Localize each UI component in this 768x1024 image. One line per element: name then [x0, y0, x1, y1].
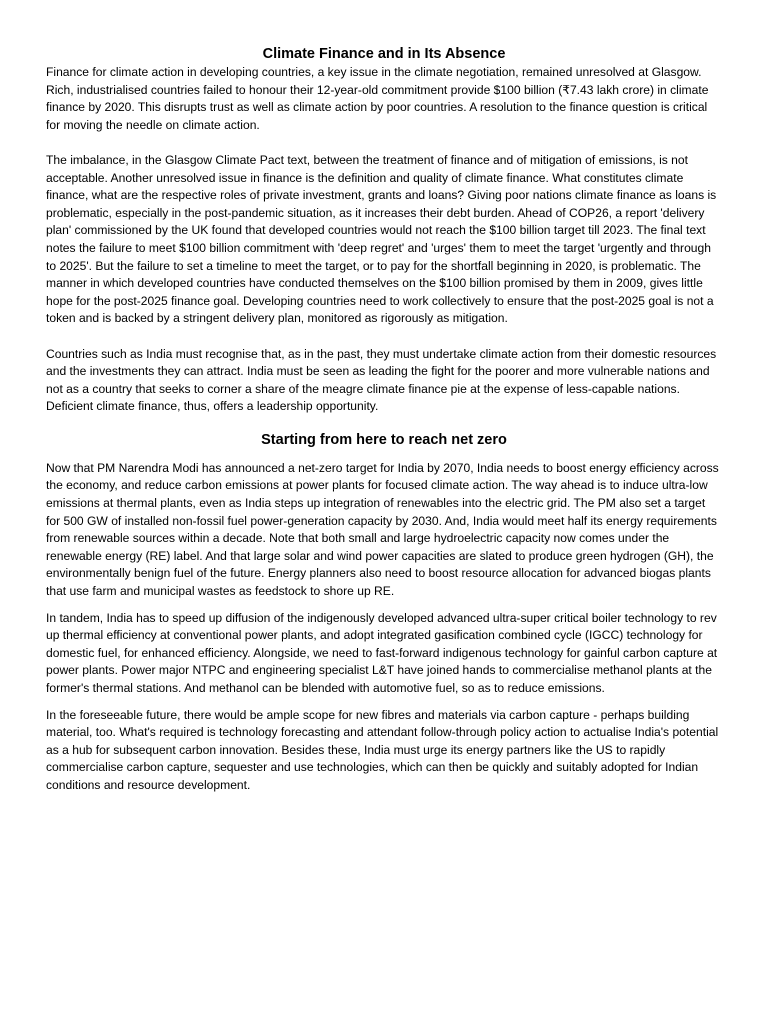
article-net-zero — [46, 430, 722, 795]
article-paragraph: Finance for climate action in developing countries, a key issue in the climate negotiation, remained unresolved at Glasgow. Rich, industrialised countries failed to honour their 12-year-old commitment provide $100 billion (₹7.43 lakh crore) in climate finance by 2020. This disrupts trust as well as climate action by poor countries. A resolution to the finance question is critical for moving the needle on climate action. — [46, 65, 709, 132]
article-paragraph: In tandem, India has to speed up diffusion of the indigenously developed advanced ultra-super critical boiler technology to rev up thermal efficiency at conventional power plants, and adopt integrated gasification combined cycle (IGCC) technology for domestic fuel, for enhanced efficiency. Alongside, we need to fast-forward indigenous technology for gainful carbon capture at power plants. Power major NTPC and engineering specialist L&T have joined hands to commercialise methanol plants at the former's thermal stations. And methanol can be blended with automotive fuel, so as to reduce emissions. — [46, 610, 718, 695]
article-paragraph: Countries such as India must recognise that, as in the past, they must undertake climate action from their domestic resources and the investments they can attract. India must be seen as leading the fight for the poorer and more vulnerable nations and not as a country that seeks to corner a share of the meagre climate finance pie at the expense of less-capable nations. Deficient climate finance, thus, offers a leadership opportunity. — [46, 346, 717, 414]
article-paragraph: Now that PM Narendra Modi has announced a net-zero target for India by 2070, India needs to boost energy efficiency across the economy, and reduce carbon emissions at power plants for focused climate action. The way ahead is to induce ultra-low emissions at thermal plants, even as India steps up integration of renewables into the electric grid. The PM also set a target for 500 GW of installed non-fossil fuel power-generation capacity by 2030. And, India would meet half its energy requirements from renewable sources within a decade. Note that both small and large hydroelectric capacity now comes under the renewable energy (RE) label. And that large solar and wind power capacities are slated to produce green hydrogen (GH), the environmentally benign fuel of the future. Energy planners also need to boost resource allocation for advanced biogas plants that use farm and municipal wastes as feedstock to shore up RE. — [46, 460, 719, 599]
article-climate-finance — [46, 44, 722, 416]
article-paragraph: The imbalance, in the Glasgow Climate Pact text, between the treatment of finance and of mitigation of emissions, is not acceptable. Another unresolved issue in finance is the definition and quality of climate finance. What constitutes climate finance, what are the respective roles of private investment, grants and loans? Giving poor nations climate finance as loans is problematic, especially in the post-pandemic situation, as it increases their debt burden. Ahead of COP26, a report 'delivery plan' commissioned by the UK found that developed countries would not reach the $100 billion target till 2023. The final text notes the failure to meet $100 billion commitment with 'deep regret' and 'urges' them to meet the target 'urgently and through to 2025'. But the failure to set a timeline to meet the target, or to pay for the shortfall beginning in 2020, is problematic. The manner in which developed countries have conducted themselves on the $100 billion promised by them in 2009, gives little hope for the post-2025 finance goal. Developing countries need to work collectively to ensure that the post-2025 goal is not a token and is backed by a stringent delivery plan, monitored as rigorously as mitigation. — [46, 152, 717, 326]
article-paragraph: In the foreseeable future, there would be ample scope for new fibres and materials via carbon capture - perhaps building material, too. What's required is technology forecasting and attendant follow-through policy action to actualise India's potential as a hub for subsequent carbon innovation. Besides these, India must urge its energy partners like the US to rapidly commercialise carbon capture, sequester and use technologies, which can then be quickly and suitably adopted for Indian conditions and resource development. — [46, 707, 719, 792]
article-title: Starting from here to reach net zero — [261, 431, 507, 448]
article-title: Climate Finance and in Its Absence — [262, 46, 506, 62]
